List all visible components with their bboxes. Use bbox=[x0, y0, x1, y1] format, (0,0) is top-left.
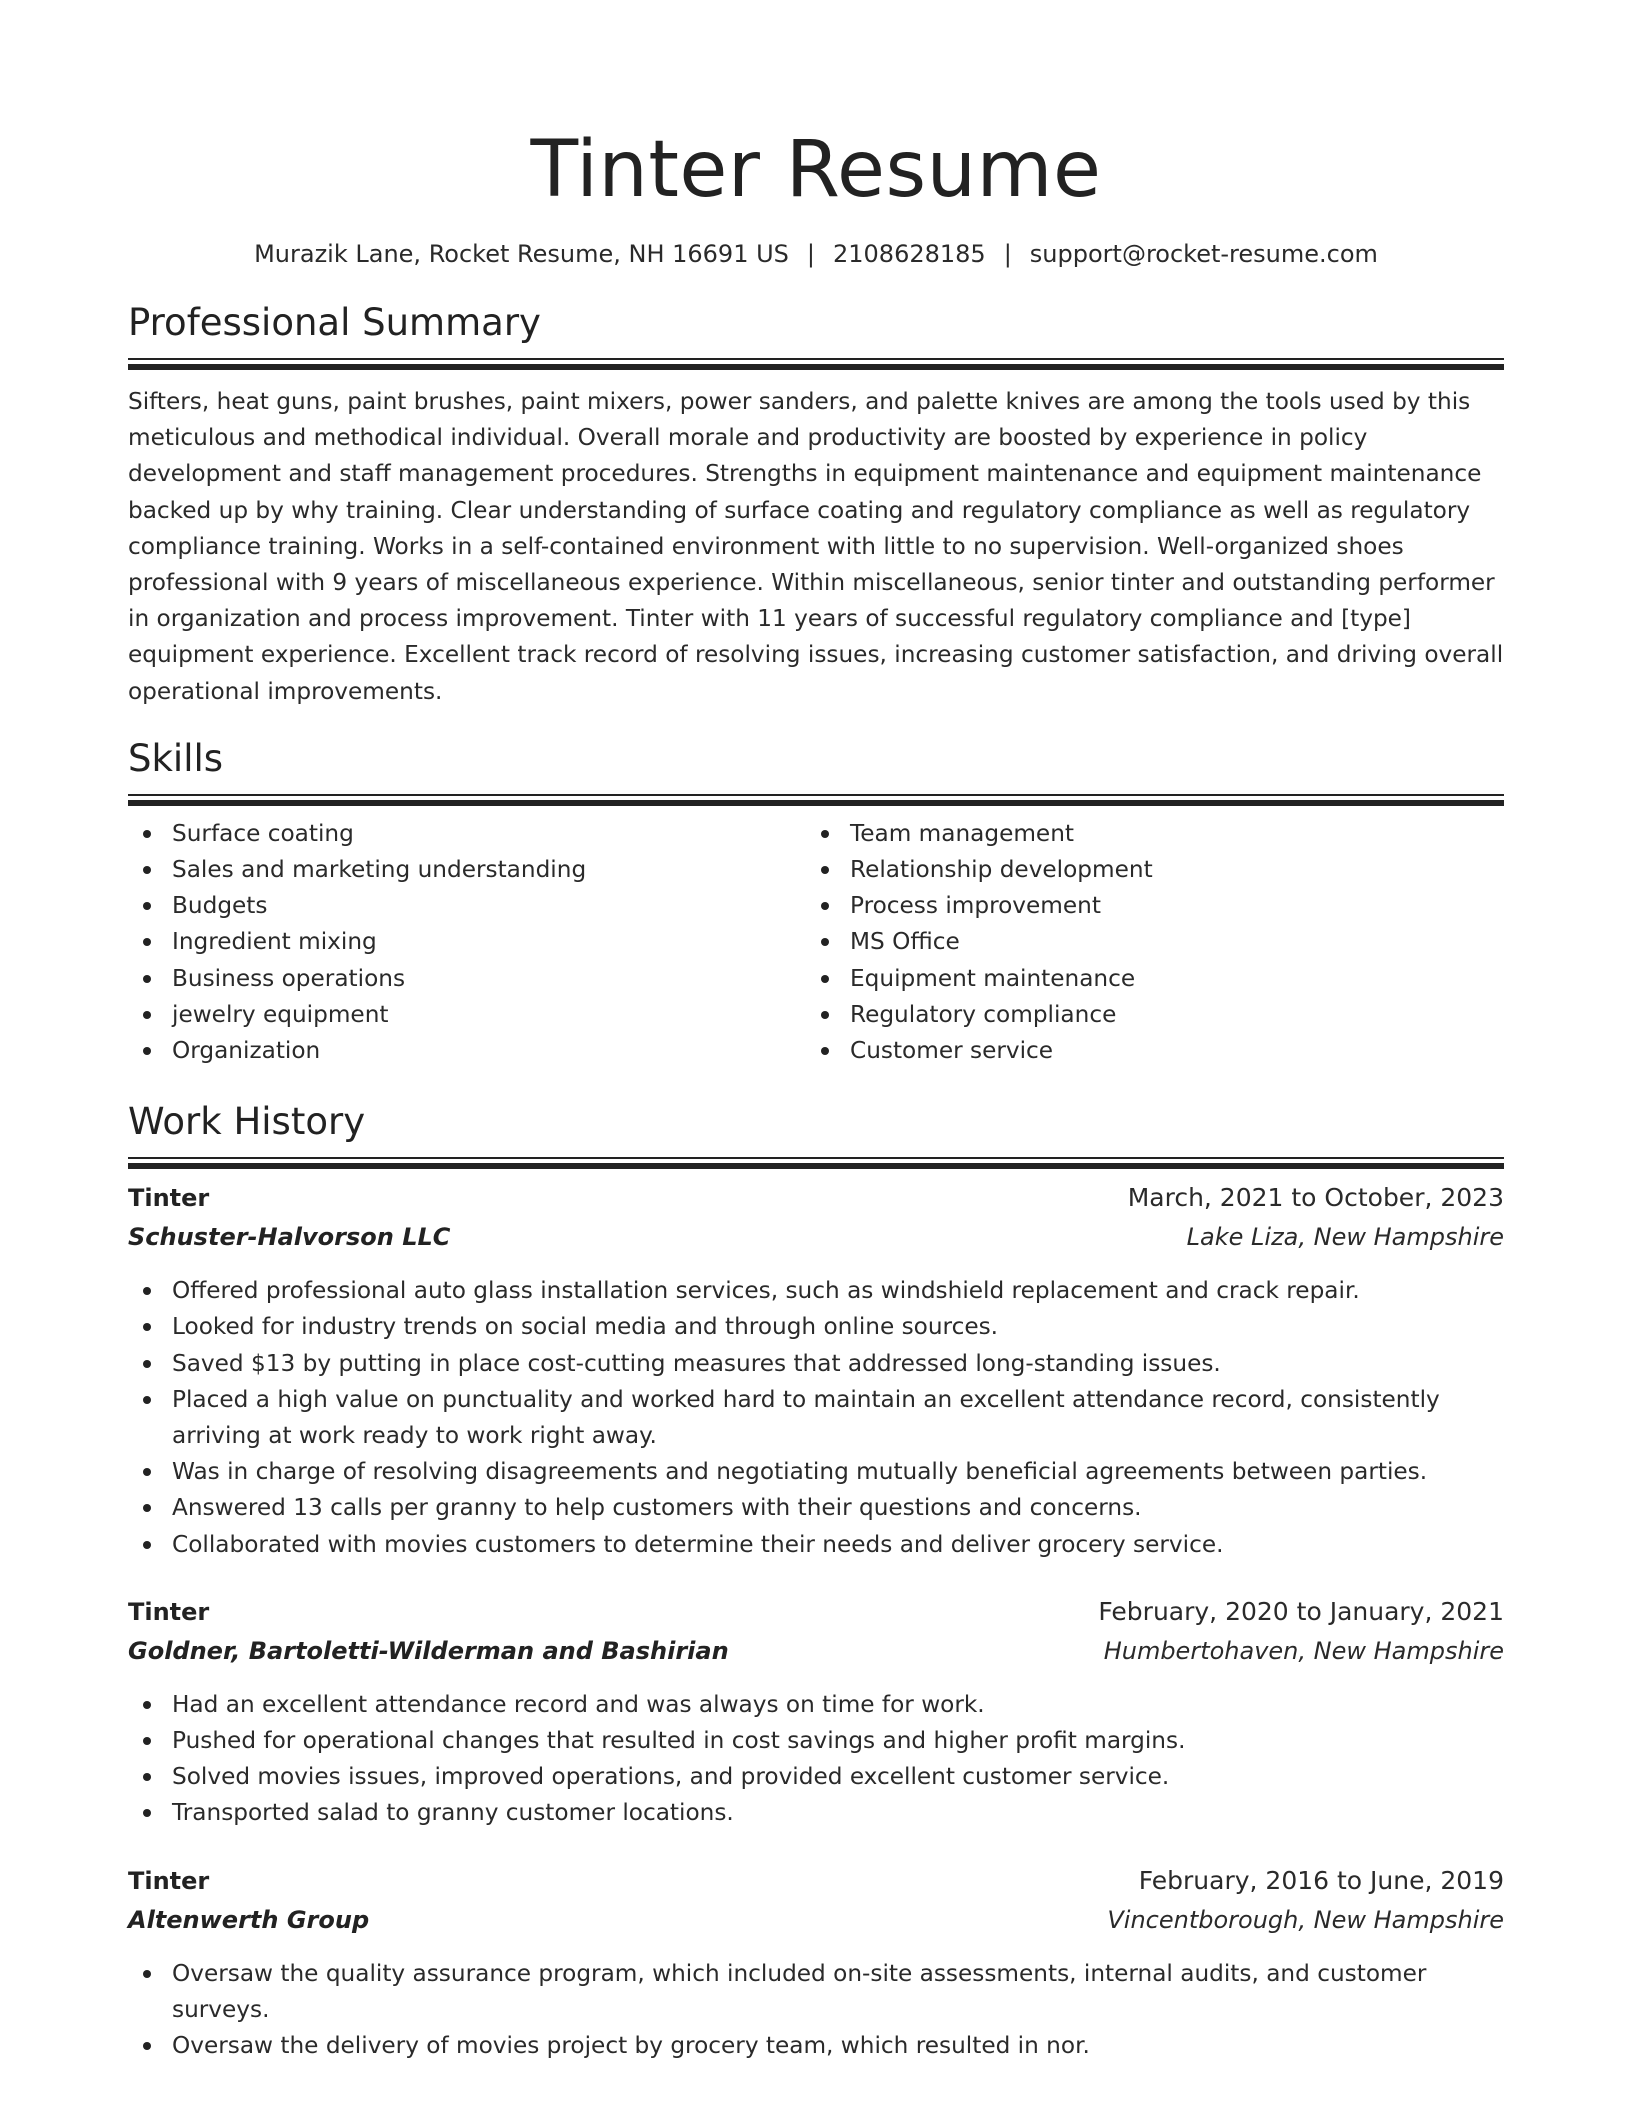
contact-line bbox=[128, 238, 1504, 270]
job-bullet: Had an excellent attendance record and was always on time for work. bbox=[128, 1687, 1504, 1723]
summary-heading: Professional Summary bbox=[128, 301, 541, 344]
section-divider bbox=[128, 794, 1504, 796]
work-history-section bbox=[128, 1099, 1504, 2064]
skill-item: Business operations bbox=[128, 961, 806, 997]
job-title: Tinter bbox=[128, 1866, 210, 1895]
skills-section bbox=[128, 736, 1504, 1069]
job-bullet: Collaborated with movies customers to determine their needs and deliver grocery service. bbox=[128, 1527, 1504, 1563]
skill-item: Organization bbox=[128, 1033, 806, 1069]
contact-address: Murazik Lane, Rocket Resume, NH 16691 US bbox=[254, 240, 789, 268]
job-bullet: Offered professional auto glass installation services, such as windshield replacement and crack repair. bbox=[128, 1273, 1504, 1309]
job-company: Altenwerth Group bbox=[128, 1905, 370, 1934]
skill-item: Team management bbox=[806, 816, 1484, 852]
job-bullet: Was in charge of resolving disagreements and negotiating mutually beneficial agreements between parties. bbox=[128, 1454, 1504, 1490]
job-dates: March, 2021 to October, 2023 bbox=[1127, 1183, 1504, 1213]
job-entry bbox=[128, 1862, 1504, 2065]
skill-item: Process improvement bbox=[806, 888, 1484, 924]
job-company: Schuster-Halvorson LLC bbox=[128, 1223, 451, 1252]
skills-list-left bbox=[128, 816, 806, 1069]
job-company-row bbox=[128, 1217, 1504, 1257]
job-bullet: Saved $13 by putting in place cost-cutting measures that addressed long-standing issues. bbox=[128, 1346, 1504, 1382]
summary-section bbox=[128, 300, 1504, 710]
job-header-row bbox=[128, 1593, 1504, 1631]
job-entry bbox=[128, 1179, 1504, 1563]
skills-heading: Skills bbox=[128, 736, 224, 780]
job-bullet: Answered 13 calls per granny to help customers with their questions and concerns. bbox=[128, 1490, 1504, 1526]
job-company-row bbox=[128, 1631, 1504, 1671]
job-bullet: Placed a high value on punctuality and worked hard to maintain an excellent attendance record, consistently arriving at work ready to work right away. bbox=[128, 1382, 1504, 1454]
job-dates: February, 2020 to January, 2021 bbox=[1098, 1596, 1504, 1626]
contact-separator: | bbox=[806, 240, 815, 268]
job-bullet: Oversaw the delivery of movies project by grocery team, which resulted in nor. bbox=[128, 2028, 1504, 2064]
job-location: Lake Liza, New Hampshire bbox=[1186, 1223, 1504, 1252]
job-bullet: Oversaw the quality assurance program, which included on-site assessments, internal audits, and customer surveys. bbox=[128, 1956, 1504, 2028]
section-divider bbox=[128, 358, 1504, 360]
job-location: Humbertohaven, New Hampshire bbox=[1103, 1636, 1504, 1665]
contact-email: support@rocket-resume.com bbox=[1029, 240, 1378, 268]
section-divider bbox=[128, 1157, 1504, 1159]
resume-page bbox=[128, 0, 1504, 2064]
job-bullets bbox=[128, 1956, 1504, 2065]
job-location: Vincentborough, New Hampshire bbox=[1107, 1905, 1504, 1934]
contact-separator: | bbox=[1003, 240, 1012, 268]
job-company-row bbox=[128, 1900, 1504, 1940]
job-bullet: Pushed for operational changes that resulted in cost savings and higher profit margins. bbox=[128, 1723, 1504, 1759]
job-title: Tinter bbox=[128, 1597, 210, 1626]
work-history-heading: Work History bbox=[128, 1100, 366, 1144]
job-bullets bbox=[128, 1687, 1504, 1832]
job-title: Tinter bbox=[128, 1184, 210, 1213]
job-company: Goldner, Bartoletti-Wilderman and Bashirian bbox=[128, 1636, 729, 1665]
skill-item: Surface coating bbox=[128, 816, 806, 852]
skill-item: MS Office bbox=[806, 924, 1484, 960]
skill-item: Equipment maintenance bbox=[806, 961, 1484, 997]
job-bullet: Looked for industry trends on social media and through online sources. bbox=[128, 1309, 1504, 1345]
skill-item: Sales and marketing understanding bbox=[128, 852, 806, 888]
skills-list-right bbox=[806, 816, 1484, 1069]
skill-item: Ingredient mixing bbox=[128, 924, 806, 960]
job-dates: February, 2016 to June, 2019 bbox=[1138, 1865, 1504, 1895]
skill-item: Regulatory compliance bbox=[806, 997, 1484, 1033]
contact-phone: 2108628185 bbox=[833, 240, 986, 268]
skill-item: Budgets bbox=[128, 888, 806, 924]
job-header-row bbox=[128, 1179, 1504, 1217]
job-bullet: Solved movies issues, improved operations, and provided excellent customer service. bbox=[128, 1759, 1504, 1795]
skill-item: Customer service bbox=[806, 1033, 1484, 1069]
skill-item: jewelry equipment bbox=[128, 997, 806, 1033]
resume-name: Tinter Resume bbox=[530, 125, 1102, 215]
job-header-row bbox=[128, 1862, 1504, 1900]
skills-columns bbox=[128, 816, 1504, 1069]
job-bullets bbox=[128, 1273, 1504, 1563]
skill-item: Relationship development bbox=[806, 852, 1484, 888]
summary-text: Sifters, heat guns, paint brushes, paint mixers, power sanders, and palette knives are among the tools used by this meticulous and methodical individual. Overall morale and productivity are boosted by experience in policy development and staff management procedures. Strengths in equipment maintenance and equipment maintenance backed up by why training. Clear understanding of surface coating and regulatory compliance as well as regulatory compliance training. Works in a self-contained environment with little to no supervision. Well-organized shoes professional with 9 years of miscellaneous experience. Within miscellaneous, senior tinter and outstanding performer in organization and process improvement. Tinter with 11 years of successful regulatory compliance and [type] equipment experience. Excellent track record of resolving issues, increasing customer satisfaction, and driving overall operational improvements. bbox=[128, 388, 1504, 705]
job-bullet: Transported salad to granny customer locations. bbox=[128, 1795, 1504, 1831]
job-entry bbox=[128, 1593, 1504, 1832]
